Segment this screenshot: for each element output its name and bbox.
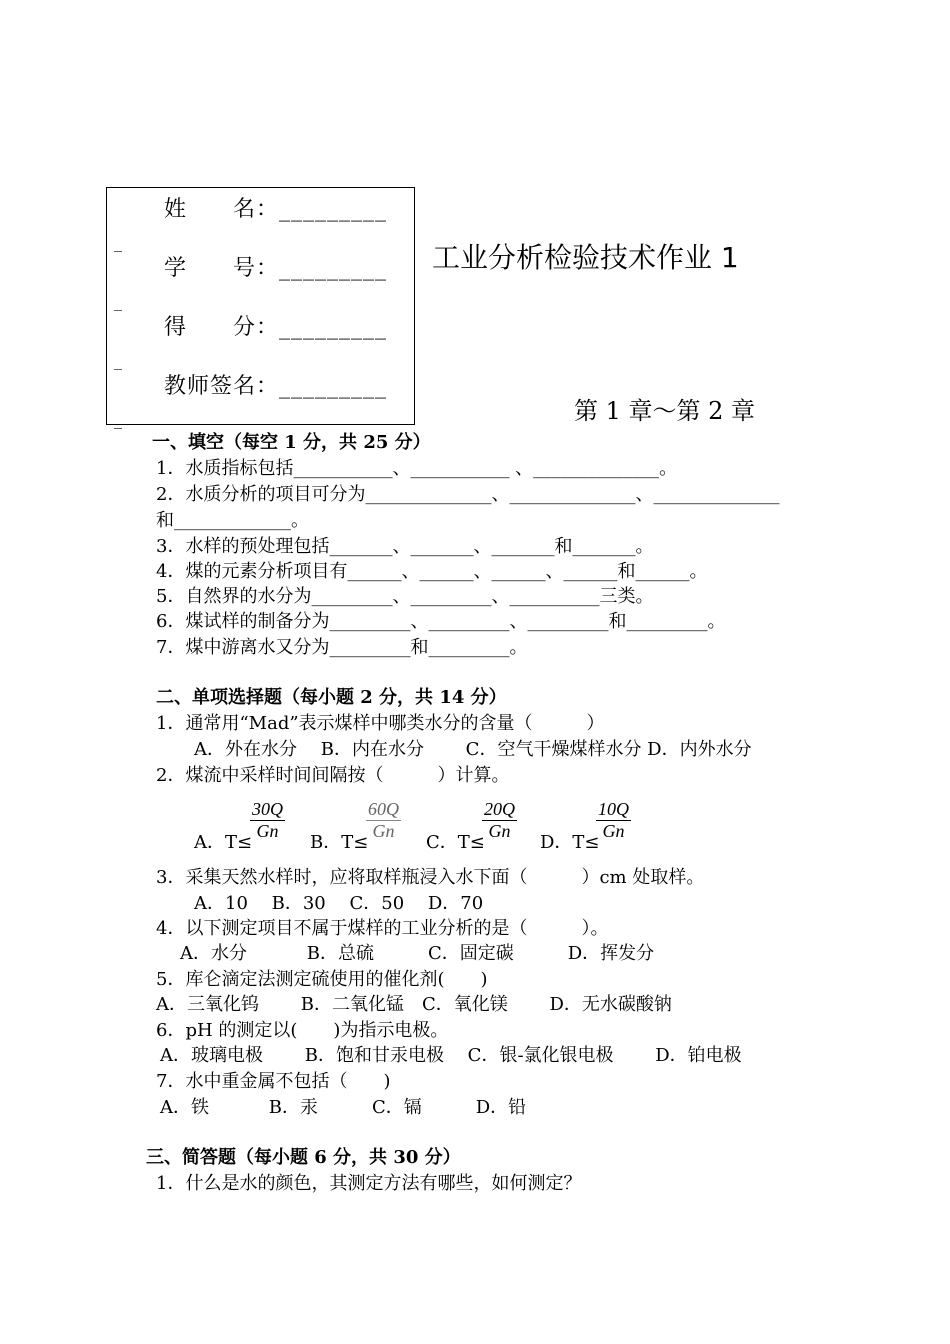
short-answer-question: 1．什么是水的颜色，其测定方法有哪些，如何测定？ xyxy=(156,1173,582,1194)
option-a-label: A．T≤ xyxy=(194,832,253,853)
fraction-b-den: Gn xyxy=(372,821,395,841)
student-id-field[interactable]: 学 号：_________ xyxy=(164,256,388,281)
fill-question: 和_____________。 xyxy=(156,510,309,531)
fill-question: 2．水质分析的项目可分为______________、______________、______________ xyxy=(156,484,780,505)
fraction-a-num: 30Q xyxy=(252,799,283,819)
tick-mark: _ xyxy=(114,351,122,370)
choice-options: A．玻璃电极 B．饱和甘汞电极 C．银-氯化银电极 D．铂电极 xyxy=(160,1045,742,1066)
fraction-d xyxy=(596,799,631,842)
option-b-label: B．T≤ xyxy=(310,832,369,853)
fill-question: 3．水样的预处理包括_______、_______、_______和_______。 xyxy=(156,536,654,557)
fraction-c-den: Gn xyxy=(488,821,511,841)
section3-heading: 三、简答题（每小题 6 分，共 30 分） xyxy=(146,1147,461,1168)
fraction-b xyxy=(366,799,401,842)
fill-question: 4．煤的元素分析项目有______、______、______、______和______。 xyxy=(156,561,708,582)
choice-question: 3．采集天然水样时，应将取样瓶浸入水下面（ ）cm 处取样。 xyxy=(156,867,705,888)
fraction-c xyxy=(482,799,517,842)
fraction-a xyxy=(250,799,285,842)
choice-options: A．三氧化钨 B．二氧化锰 C．氧化镁 D．无水碳酸钠 xyxy=(156,994,672,1015)
name-field[interactable]: 姓 名：_________ xyxy=(164,197,388,222)
fraction-c-num: 20Q xyxy=(484,799,515,819)
section2-heading: 二、单项选择题（每小题 2 分，共 14 分） xyxy=(156,687,507,708)
choice-options: A．外在水分 B．内在水分 C．空气干燥煤样水分 D．内外水分 xyxy=(194,739,752,760)
page-title: 工业分析检验技术作业 1 xyxy=(432,241,739,274)
teacher-sign-field[interactable]: 教师签名：_________ xyxy=(164,374,388,399)
option-d-label: D．T≤ xyxy=(540,832,600,853)
tick-mark: _ xyxy=(114,410,122,429)
score-field[interactable]: 得 分：_________ xyxy=(164,315,388,340)
choice-options: A．水分 B．总硫 C．固定碳 D．挥发分 xyxy=(180,943,655,964)
tick-mark: _ xyxy=(114,292,122,311)
fill-question: 7．煤中游离水又分为_________和_________。 xyxy=(156,637,528,658)
page-subtitle: 第 1 章～第 2 章 xyxy=(574,397,756,425)
fill-question: 5．自然界的水分为_________、_________、__________三类。 xyxy=(156,586,654,607)
choice-question: 1．通常用“Mad”表示煤样中哪类水分的含量（ ） xyxy=(156,713,605,734)
fraction-a-den: Gn xyxy=(256,821,279,841)
fraction-d-den: Gn xyxy=(602,821,625,841)
section1-heading: 一、填空（每空 1 分，共 25 分） xyxy=(152,432,431,453)
choice-question: 5．库仑滴定法测定硫使用的催化剂( ) xyxy=(156,969,488,990)
fill-question: 1．水质指标包括___________、___________ 、______________。 xyxy=(156,458,678,479)
fill-question: 6．煤试样的制备分为_________、_________、_________和_________。 xyxy=(156,611,726,632)
choice-options: A．10 B．30 C．50 D．70 xyxy=(194,893,484,914)
choice-question: 2．煤流中采样时间间隔按（ ）计算。 xyxy=(156,765,510,786)
tick-mark: _ xyxy=(114,233,122,252)
fraction-b-num: 60Q xyxy=(368,799,399,819)
fraction-d-num: 10Q xyxy=(598,799,629,819)
choice-question: 7．水中重金属不包括（ ) xyxy=(156,1071,391,1092)
choice-question: 6．pH 的测定以( )为指示电极。 xyxy=(156,1020,449,1041)
choice-options: A．铁 B．汞 C．镉 D．铅 xyxy=(160,1097,527,1118)
choice-question: 4．以下测定项目不属于煤样的工业分析的是（ ）。 xyxy=(156,918,609,939)
option-c-label: C．T≤ xyxy=(426,832,485,853)
